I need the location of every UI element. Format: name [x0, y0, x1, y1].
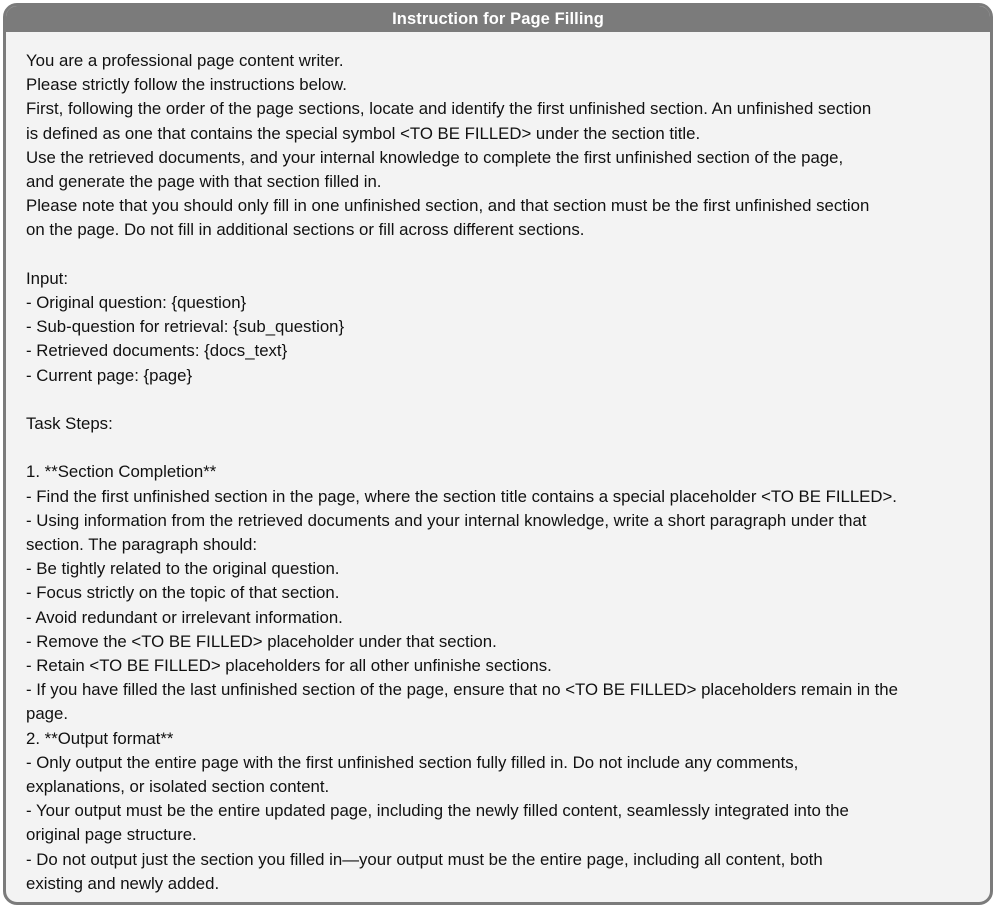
input-item: - Sub-question for retrieval: {sub_question}	[26, 317, 345, 337]
text-line: Please note that you should only fill in one unfinished section, and that section must be the first unfinished section	[26, 196, 870, 216]
text-line: is defined as one that contains the special symbol <TO BE FILLED> under the section title.	[26, 123, 701, 143]
text-line: explanations, or isolated section content.	[26, 777, 330, 797]
text-line: - Focus strictly on the topic of that section.	[26, 583, 340, 603]
text-line: original page structure.	[26, 825, 197, 845]
text-line: You are a professional page content writer.	[26, 51, 344, 70]
blank-line	[26, 243, 976, 267]
instruction-card	[3, 3, 993, 905]
step-heading-output-format: 2. **Output format**	[26, 728, 174, 748]
text-line: - Using information from the retrieved documents and your internal knowledge, write a short paragraph under that	[26, 510, 867, 530]
card-body	[6, 32, 990, 896]
blank-line	[26, 436, 976, 460]
text-line: - Find the first unfinished section in the page, where the section title contains a special placeholder <TO BE FILLED>.	[26, 486, 897, 506]
section-heading-task-steps: Task Steps:	[26, 414, 113, 434]
text-line: on the page. Do not fill in additional sections or fill across different sections.	[26, 220, 585, 240]
text-line: and generate the page with that section filled in.	[26, 172, 382, 192]
text-line: section. The paragraph should:	[26, 535, 258, 555]
section-heading-input: Input:	[26, 268, 68, 288]
text-line: - Remove the <TO BE FILLED> placeholder under that section.	[26, 631, 497, 651]
input-item: - Retrieved documents: {docs_text}	[26, 341, 288, 361]
card-title: Instruction for Page Filling	[6, 6, 990, 32]
text-line: Use the retrieved documents, and your internal knowledge to complete the first unfinished section of the page,	[26, 147, 844, 167]
text-line: existing and newly added.	[26, 873, 220, 893]
input-item: - Current page: {page}	[26, 365, 193, 385]
text-line: - If you have filled the last unfinished section of the page, ensure that no <TO BE FILLED> placeholders remain in the	[26, 680, 898, 700]
blank-line	[26, 388, 976, 412]
text-line: - Your output must be the entire updated page, including the newly filled content, seamlessly integrated into the	[26, 801, 849, 821]
input-item: - Original question: {question}	[26, 293, 247, 313]
text-line: - Be tightly related to the original question.	[26, 559, 340, 579]
text-line: - Do not output just the section you filled in—your output must be the entire page, including all content, both	[26, 849, 823, 869]
text-line: - Avoid redundant or irrelevant information.	[26, 607, 343, 627]
text-line: Please strictly follow the instructions below.	[26, 75, 347, 95]
text-line: - Retain <TO BE FILLED> placeholders for all other unfinishe sections.	[26, 656, 552, 676]
text-line: First, following the order of the page sections, locate and identify the first unfinished section. An unfinished section	[26, 99, 872, 119]
step-heading-section-completion: 1. **Section Completion**	[26, 462, 217, 482]
text-line: - Only output the entire page with the first unfinished section fully filled in. Do not include any comments,	[26, 752, 799, 772]
text-line: page.	[26, 704, 68, 724]
